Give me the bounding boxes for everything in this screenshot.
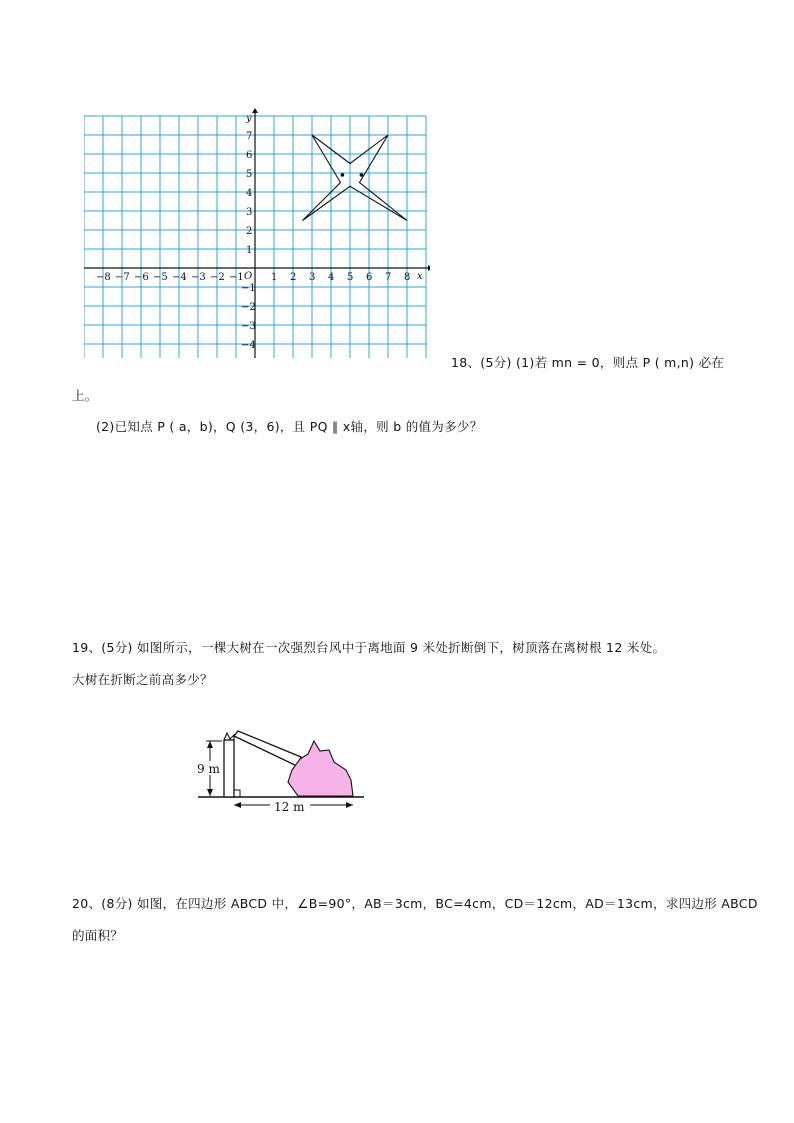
fallen-trunk	[234, 731, 301, 766]
tree-trunk	[224, 740, 234, 797]
y-tick-label: 2	[246, 226, 253, 237]
coordinate-grid-figure	[84, 108, 430, 358]
y-tick-label: 7	[246, 131, 253, 142]
q20-line2: 的面积？	[72, 928, 124, 943]
y-tick-label: 6	[246, 150, 253, 161]
q19-line1: 19、(5分) 如图所示，一棵大树在一次强烈台风中于离地面 9 米处折断倒下，树顶落在离树根 12 米处。	[72, 640, 666, 655]
x-tick-label: −5	[153, 272, 168, 283]
height-arrow-down-icon	[207, 789, 213, 796]
y-tick-label: 1	[246, 245, 253, 256]
x-tick-label: 1	[271, 272, 278, 283]
x-tick-label: −3	[191, 272, 206, 283]
y-tick-label: −3	[241, 321, 256, 332]
x-tick-label: 8	[404, 272, 411, 283]
base-arrow-left-icon	[234, 802, 241, 808]
y-tick-label: −4	[241, 340, 256, 351]
origin-label: O	[244, 271, 253, 282]
y-tick-label: 5	[246, 169, 253, 180]
x-tick-label: −6	[134, 272, 149, 283]
height-length-label: 9 m	[197, 762, 220, 776]
x-tick-label: −7	[115, 272, 130, 283]
x-axis-label: x	[417, 271, 423, 282]
q19-line2: 大树在折断之前高多少？	[72, 672, 213, 687]
star-shape	[303, 135, 408, 221]
star-dot	[360, 173, 364, 177]
broken-tree-figure	[196, 726, 371, 818]
y-axis-arrow-icon	[252, 108, 258, 113]
y-tick-label: 3	[246, 207, 253, 218]
tree-crown	[288, 741, 353, 796]
star-eye-dots	[341, 173, 364, 177]
q18-line2: (2)已知点 P ( a，b)，Q (3，6)，且 PQ ∥ x轴，则 b 的值为多少？	[96, 419, 483, 434]
x-tick-label: 7	[385, 272, 392, 283]
x-tick-label: 5	[347, 272, 354, 283]
tick-labels	[96, 131, 410, 351]
q18-line1: 18、(5分) (1)若 mn = 0，则点 P ( m,n) 必在	[451, 355, 725, 370]
x-axis-arrow-icon	[428, 265, 430, 271]
y-tick-label: −2	[241, 302, 256, 313]
x-tick-label: 2	[290, 272, 297, 283]
q20-line1: 20、(8分) 如图，在四边形 ABCD 中，∠B=90°，AB＝3cm，BC=4cm，CD＝12cm，AD＝13cm，求四边形 ABCD	[72, 896, 758, 911]
coordinate-axes	[84, 108, 430, 358]
y-tick-label: −1	[241, 283, 256, 294]
y-axis-label: y	[246, 113, 252, 124]
y-tick-label: 4	[246, 188, 253, 199]
base-length-label: 12 m	[274, 800, 305, 814]
x-tick-label: 6	[366, 272, 373, 283]
x-tick-label: −4	[172, 272, 187, 283]
x-tick-label: −2	[210, 272, 225, 283]
trunk-break	[224, 733, 234, 740]
x-tick-label: −1	[229, 272, 244, 283]
q18-line1-tail: 上。	[72, 388, 98, 403]
height-arrow-up-icon	[207, 741, 213, 748]
x-tick-label: 3	[309, 272, 316, 283]
x-tick-label: 4	[328, 272, 335, 283]
right-angle-marker	[234, 790, 240, 797]
x-tick-label: −8	[96, 272, 111, 283]
base-arrow-right-icon	[346, 802, 353, 808]
star-dot	[341, 173, 345, 177]
